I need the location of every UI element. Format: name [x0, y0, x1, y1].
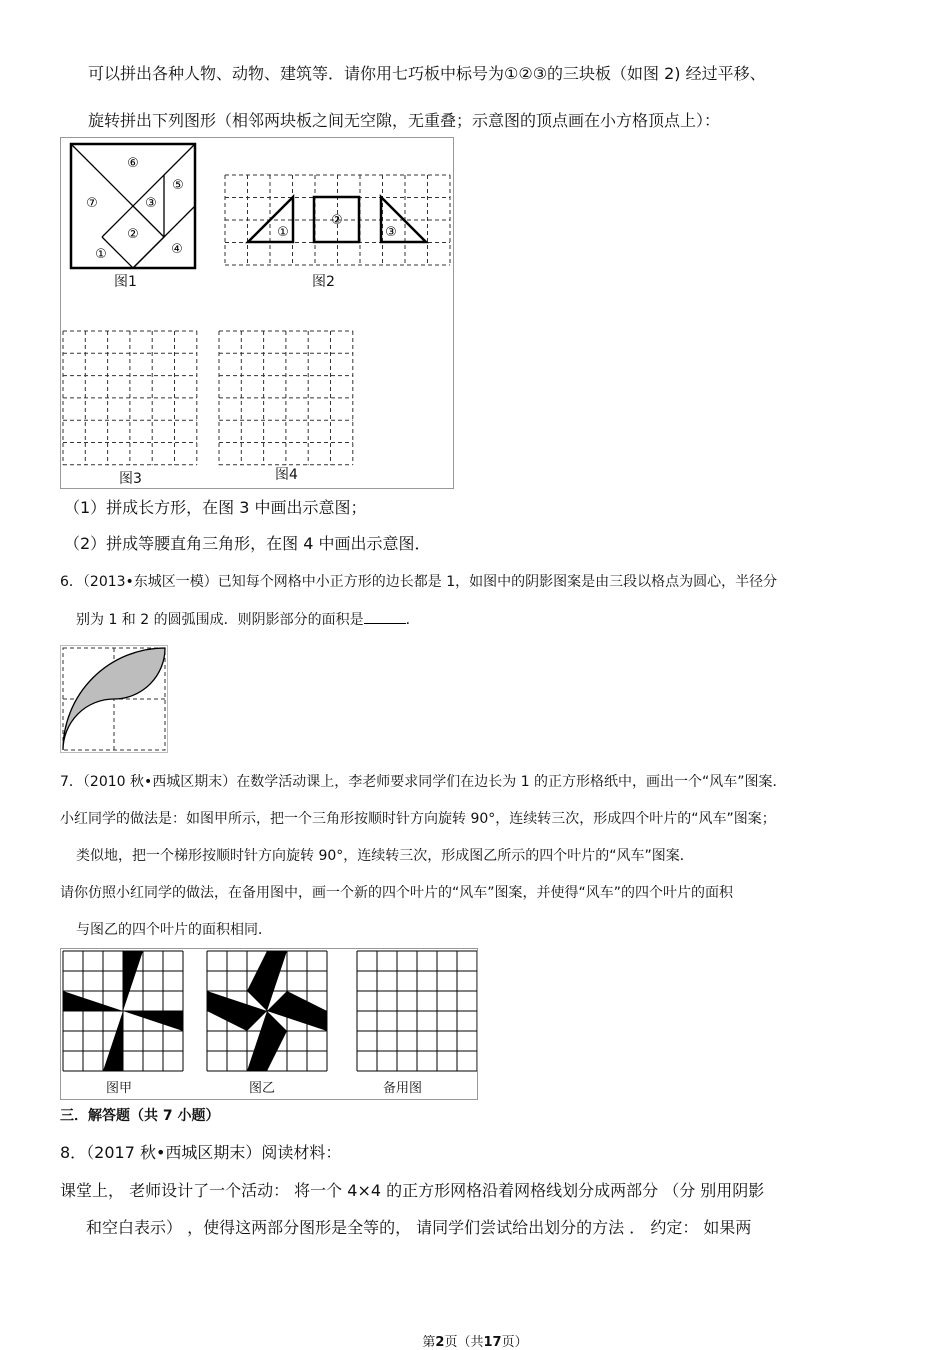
q5-line2: 旋转拼出下列图形（相邻两块板之间无空隙，无重叠；示意图的顶点画在小方格顶点上）：: [88, 111, 721, 130]
section3-heading: 三．解答题（共 7 小题）: [60, 1108, 220, 1124]
q5-part1: （1）拼成长方形，在图 3 中画出示意图；: [64, 498, 367, 517]
tangram-label-7: ⑦: [86, 196, 98, 211]
q6-line2-suffix: ．: [405, 612, 420, 628]
q8-line1: 8．（2017 秋•西城区期末）阅读材料：: [60, 1143, 342, 1162]
grid-bei: [357, 951, 477, 1071]
tangram-label-2: ②: [127, 227, 139, 242]
footer-page-number: 2: [435, 1335, 445, 1350]
windmill-yi: [207, 951, 327, 1071]
q6-line2-text: 别为 1 和 2 的圆弧围成．则阴影部分的面积是: [76, 612, 364, 628]
fig4-grid: [219, 331, 353, 465]
q5-figures-svg: [61, 138, 453, 488]
q5-line1: 可以拼出各种人物、动物、建筑等．请你用七巧板中标号为①②③的三块板（如图 2) 经过平移、: [88, 64, 766, 83]
caption-yi: 图乙: [249, 1081, 276, 1096]
q8-line3: 和空白表示） ，使得这两部分图形是全等的， 请同学们尝试给出划分的方法 ． 约定： 如果两: [86, 1218, 752, 1237]
tangram-label-6: ⑥: [127, 156, 139, 171]
q8-line2: 课堂上， 老师设计了一个活动： 将一个 4×4 的正方形网格沿着网格线划分成两部分 （分 别用阴影: [60, 1181, 765, 1200]
q7-figure-frame: [60, 948, 478, 1100]
fig3-grid: [63, 331, 197, 465]
footer-total-pages: 17: [483, 1335, 502, 1350]
q7-line5: 与图乙的四个叶片的面积相同．: [76, 922, 272, 938]
q6-answer-blank[interactable]: [364, 609, 406, 624]
tangram-label-5: ⑤: [172, 178, 184, 193]
fig2-label-2: ②: [331, 213, 343, 228]
footer-prefix: 第: [422, 1335, 436, 1350]
q6-figure: [60, 645, 168, 753]
q6-line1: 6．（2013•东城区一模）已知每个网格中小正方形的边长都是 1，如图中的阴影图案是由三段以格点为圆心，半径分: [60, 574, 778, 590]
fig4-caption: 图4: [275, 467, 298, 483]
fig2-caption: 图2: [312, 274, 335, 290]
q6-line2: [76, 609, 420, 630]
caption-jia: 图甲: [106, 1081, 133, 1096]
caption-bei: 备用图: [383, 1081, 423, 1096]
page-footer: [0, 1331, 950, 1350]
fig2-label-1: ①: [277, 225, 289, 240]
fig1-caption: 图1: [114, 274, 137, 290]
footer-suffix: 页）: [501, 1335, 528, 1350]
tangram-label-3: ③: [145, 196, 157, 211]
q7-line1: 7．（2010 秋•西城区期末）在数学活动课上，李老师要求同学们在边长为 1 的正方形格纸中，画出一个“风车”图案．: [60, 774, 787, 790]
q7-line2: 小红同学的做法是：如图甲所示，把一个三角形按顺时针方向旋转 90°，连续转三次，形成四个叶片的“风车”图案；: [60, 811, 776, 827]
fig3-caption: 图3: [119, 471, 142, 487]
fig2-label-3: ③: [385, 225, 397, 240]
q7-line3: 类似地，把一个梯形按顺时针方向旋转 90°，连续转三次，形成图乙所示的四个叶片的“风车”图案．: [76, 848, 694, 864]
q5-figure-frame: [60, 137, 454, 489]
tangram-label-4: ④: [171, 242, 183, 257]
q7-line4: 请你仿照小红同学的做法，在备用图中，画一个新的四个叶片的“风车”图案，并使得“风车”的四个叶片的面积: [60, 885, 734, 901]
q5-part2: （2）拼成等腰直角三角形，在图 4 中画出示意图．: [64, 534, 431, 553]
windmill-jia: [63, 951, 183, 1071]
tangram-label-1: ①: [95, 247, 107, 262]
footer-mid: 页（共: [444, 1335, 484, 1350]
